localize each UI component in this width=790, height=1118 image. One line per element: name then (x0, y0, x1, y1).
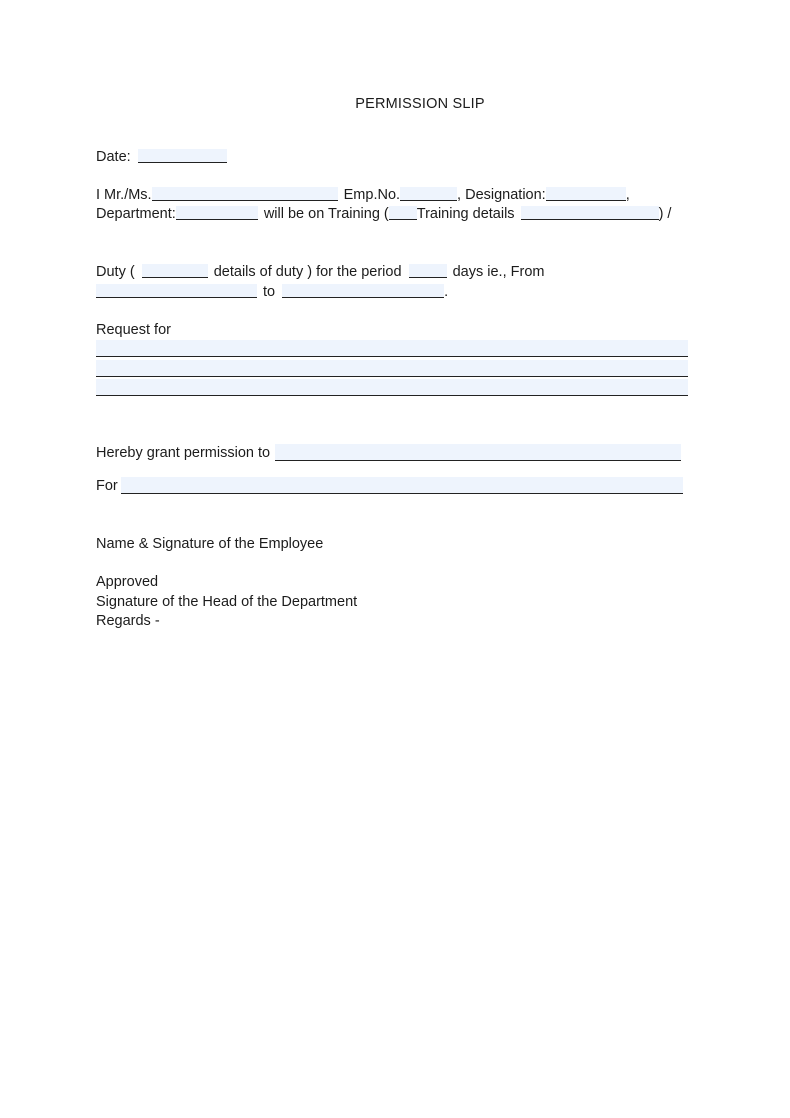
period-to-text: to (263, 284, 276, 300)
designation-field[interactable] (546, 187, 626, 201)
training-details-field[interactable] (521, 206, 659, 220)
grant-label: Hereby grant permission to (96, 445, 271, 461)
employee-row (96, 186, 630, 204)
page-title: PERMISSION SLIP (355, 96, 485, 112)
training-text: will be on Training ( (263, 206, 389, 222)
period-from-field[interactable] (96, 284, 257, 298)
grant-field[interactable] (275, 444, 681, 461)
designation-trailing-comma: , (625, 187, 630, 203)
training-field[interactable] (389, 206, 417, 220)
training-details-label: Training details (416, 206, 515, 222)
department-row (96, 205, 671, 223)
emp-no-label: Emp.No. (343, 187, 401, 203)
approved-label: Approved (96, 574, 159, 590)
emp-no-field[interactable] (400, 187, 457, 201)
request-label: Request for (96, 322, 171, 338)
duty-field[interactable] (142, 264, 208, 278)
for-field[interactable] (121, 477, 683, 494)
period-to-field[interactable] (282, 284, 444, 298)
duty-open-label: Duty ( (96, 264, 135, 280)
department-field[interactable] (176, 206, 258, 220)
period-end-dot: . (444, 284, 449, 300)
date-label: Date: (96, 149, 131, 165)
head-signature-label: Signature of the Head of the Department (96, 594, 358, 610)
department-label: Department: (96, 206, 176, 222)
date-field[interactable] (138, 149, 227, 163)
designation-label: , Designation: (457, 187, 546, 203)
for-label: For (96, 478, 118, 494)
request-line-2[interactable] (96, 360, 688, 377)
duty-details-text: details of duty ) for the period (213, 264, 402, 280)
regards-label: Regards - (96, 613, 160, 629)
request-line-1[interactable] (96, 340, 688, 357)
duty-row (96, 263, 544, 281)
employee-name-field[interactable] (152, 187, 338, 201)
days-count-field[interactable] (409, 264, 447, 278)
period-row (96, 283, 448, 301)
request-line-3[interactable] (96, 379, 688, 396)
employee-prefix-label: I Mr./Ms. (96, 187, 152, 203)
employee-signature-label: Name & Signature of the Employee (96, 536, 324, 552)
date-row (96, 148, 227, 166)
training-close-text: ) / (658, 206, 672, 222)
days-from-text: days ie., From (452, 264, 545, 280)
